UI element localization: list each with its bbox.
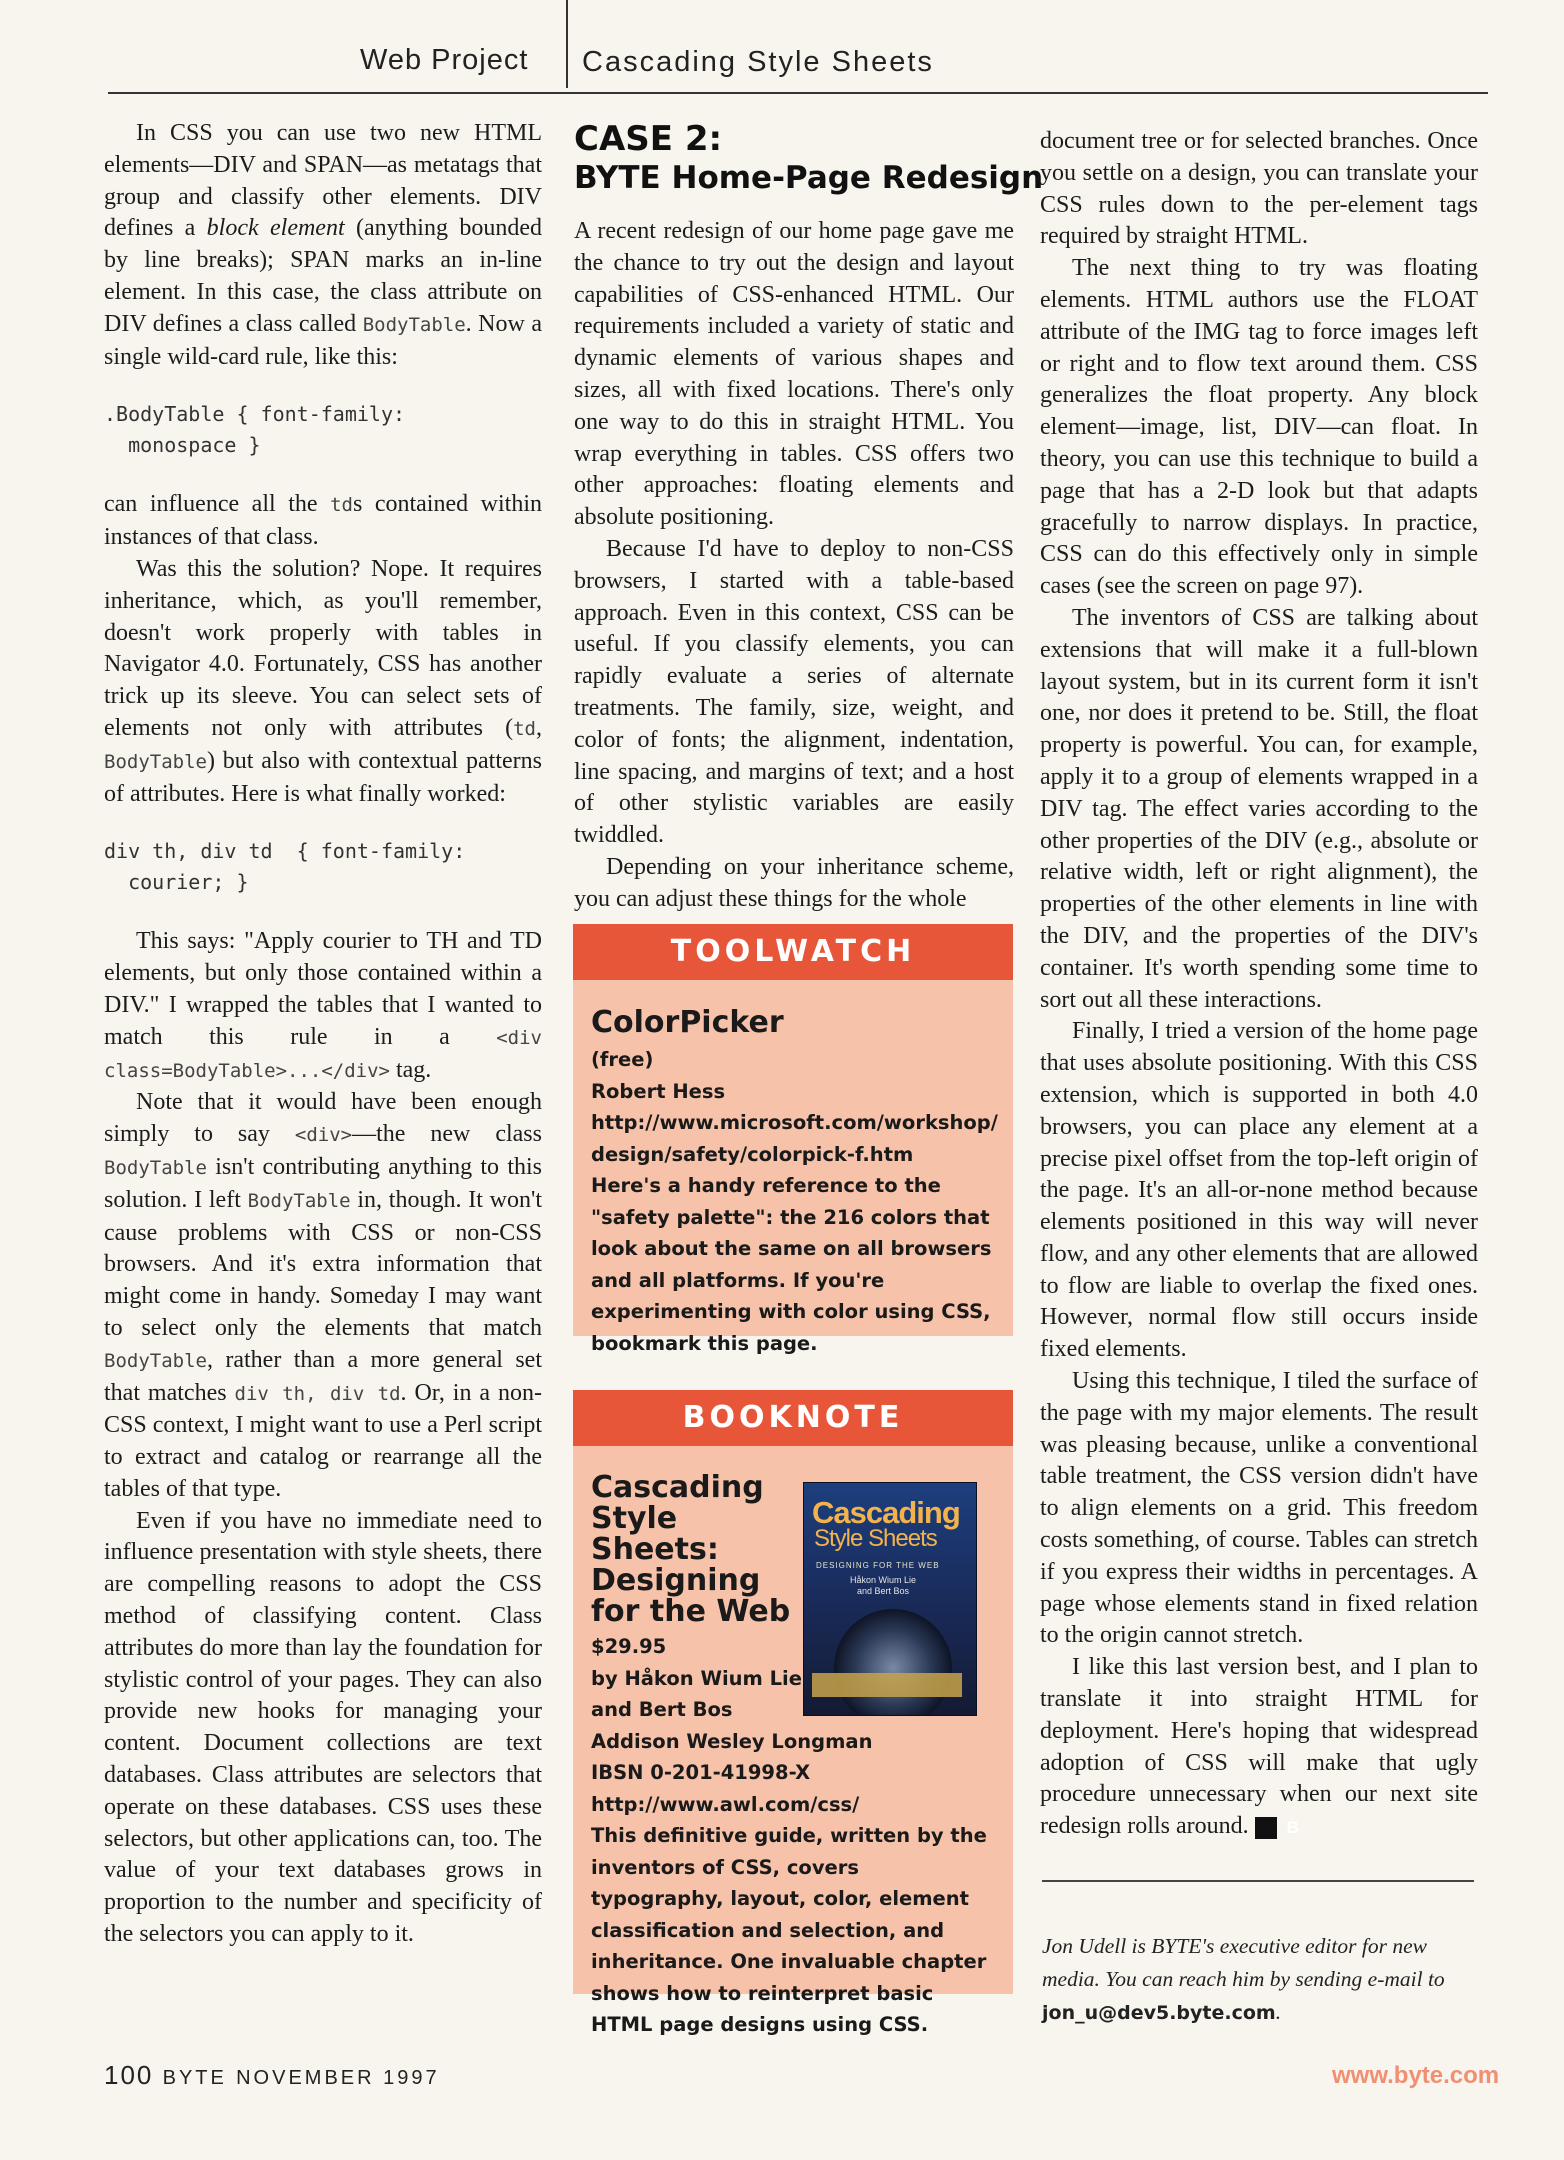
author-email: jon_u@dev5.byte.com [1042, 2002, 1276, 2024]
booknote-box [573, 1390, 1013, 2036]
case-label: CASE 2: [574, 119, 723, 159]
paragraph: A recent redesign of our home page gave me the chance to try out the design and layout capabilities of CSS-enhanced HTML. Our requirements included a variety of static and dynamic elements of various shapes and sizes, all with fixed locations. There's only one way to do this in straight HTML. You wrap everything in tables. CSS offers two other approaches: floating elements and absolute positioning. [574, 218, 1014, 531]
book-price: $29.95 [591, 1635, 667, 1658]
book-publisher: Addison Wesley Longman [591, 1729, 873, 1753]
cover-badge-graphic [812, 1673, 962, 1697]
book-description: This definitive guide, written by the inventors of CSS, covers typography, layout, color, element classification and selection, and inheritance. One invaluable chapter shows how to reinterpret basic HTML page designs using CSS. [591, 1824, 987, 2036]
paragraph: In CSS you can use two new HTML elements—DIV and SPAN—as metatags that group and classify other elements. DIV defines a block element (anything bounded by line breaks); SPAN marks an in-line element. In this case, the class attribute on DIV defines a class called BodyTable. Now a single wild-card rule, like this: [104, 120, 542, 370]
paragraph: Depending on your inheritance scheme, you can adjust these things for the whole [574, 853, 1014, 912]
cover-disc-graphic [834, 1609, 952, 1716]
paragraph: Was this the solution? Nope. It requires inheritance, which, as you'll remember, doesn't work properly with tables in Navigator 4.0. Fortunately, CSS has another trick up its sleeve. You can select sets of elements not only with attributes (td, BodyTable) but also with contextual patterns of attributes. Here is what finally worked: [104, 555, 542, 807]
paragraph: The inventors of CSS are talking about extensions that will make it a full-blown layout system, but in its current form it isn't one, nor does it pretend to be. Still, the float property is powerful. You can, for example, apply it to a group of elements wrapped in a DIV tag. The effect varies according to the other properties of the DIV (e.g., absolute or relative width, left or right alignment), the properties of the other elements in line with the DIV, and the properties of the DIV's container. It's worth spending some time to sort out all these interactions. [1040, 604, 1478, 1013]
paragraph: Because I'd have to deploy to non-CSS browsers, I started with a table-based approach. Even in this context, CSS can be useful. If you classify elements, you can rapidly evaluate a series of alternate treatments. The family, size, weight, and color of fonts; the alignment, indentation, line spacing, and margins of text; and a host of other stylistic variables are easily twiddled. [574, 535, 1014, 849]
paragraph: can influence all the tds contained within instances of that class. [104, 491, 542, 551]
toolwatch-box [573, 924, 1013, 1355]
middle-column [574, 118, 1044, 916]
tool-description: Here's a handy reference to the "safety palette": the 216 colors that look about the same on all browsers and all platforms. If you're experimenting with color using CSS, bookmark this page. [591, 1174, 992, 1355]
book-url: http://www.awl.com/css/ [591, 1792, 860, 1816]
cover-authors: Håkon Wium Lie and Bert Bos [850, 1575, 917, 1596]
case-title: BYTE Home-Page Redesign [574, 160, 1044, 196]
paragraph: Note that it would have been enough simply to say <div>—the new class BodyTable isn't contributing anything to this solution. I left BodyTable in, though. It won't cause problems with CSS or non-CSS browsers. And it's extra information that might come in handy. Someday I may want to select only the elements that match BodyTable, rather than a more general set that matches div th, div td. Or, in a non-CSS context, I might want to use a Perl script to extract and catalog or rearrange all the tables of that type. [104, 1089, 542, 1502]
paragraph: Finally, I tried a version of the home page that uses absolute positioning. With this CSS extension, which is supported in both 4.0 browsers, you can place any element at a precise pixel offset from the top-left origin of the page. It's an all-or-none method because elements positioned in this way will never flow, and any other elements that are allowed to flow are liable to overlap the fixed ones. However, normal flow still occurs inside fixed elements. [1040, 1018, 1478, 1363]
left-column [104, 118, 542, 1951]
paragraph: document tree or for selected branches. Once you settle on a design, you can translate your CSS rules down to the per-element tags required by straight HTML. [1040, 128, 1478, 250]
magazine-name: BYTE [162, 2067, 227, 2089]
signature-rule [1042, 1880, 1474, 1882]
page-number: 100 [104, 2060, 154, 2090]
tool-author: Robert Hess [591, 1079, 726, 1103]
running-header-topic: Cascading Style Sheets [582, 46, 934, 78]
paragraph: I like this last version best, and I plan to translate it into straight HTML for deployment. Here's hoping that widespread adoption of CSS will make that ugly procedure unnecessary when our next site redesign rolls around. B [1040, 1654, 1478, 1840]
header-divider [566, 0, 568, 88]
running-header-section: Web Project [360, 44, 529, 76]
tool-title: ColorPicker [591, 1005, 784, 1040]
tool-price: (free) [591, 1048, 654, 1071]
tool-url-line2: design/safety/colorpick-f.htm [591, 1142, 914, 1166]
book-author-line2: and Bert Bos [591, 1698, 733, 1721]
tool-url-line1: http://www.microsoft.com/workshop/ [591, 1111, 998, 1134]
cover-title-line2: Style Sheets [814, 1525, 937, 1552]
booknote-heading: BOOKNOTE [573, 1390, 1013, 1446]
issue-date: NOVEMBER 1997 [236, 2067, 440, 2089]
paragraph: Using this technique, I tiled the surface of the page with my major elements. The result was pleasing because, unlike a conventional table treatment, the CSS version didn't have to align elements on a grid. This freedom costs something, of course. Tables can stretch if you express their widths in percentages. A page whose elements stand in fixed relation to the origin cannot stretch. [1040, 1368, 1478, 1649]
toolwatch-heading: TOOLWATCH [573, 924, 1013, 980]
paragraph: Even if you have no immediate need to influence presentation with style sheets, there are compelling reasons to adopt the CSS method of classifying content. Class attributes do more than lay the foundation for stylistic control of your pages. They can also provide new hooks for managing your content. Document collections are text databases. Class attributes are selectors that operate on these databases. CSS uses these selectors, but other applications can, too. The value of your text databases grows in proportion to the number and specificity of the selectors you can apply to it. [104, 1507, 542, 1948]
paragraph: The next thing to try was floating elements. HTML authors use the FLOAT attribute of the IMG tag to force images left or right and to flow text around them. CSS generalizes the float property. Any block element—image, list, DIV—can float. In theory, you can use this technique to build a page that has a 2-D look but that adapts gracefully to narrow displays. In practice, CSS can do this effectively only in simple cases (see the screen on page 97). [1040, 255, 1478, 600]
book-author-line1: by Håkon Wium Lie [591, 1666, 802, 1690]
paragraph: This says: "Apply courier to TH and TD elements, but only those contained within a DIV." I wrapped the tables that I wanted to match this rule in a <div class=BodyTable>...</div> tag. [104, 928, 542, 1083]
website-url: www.byte.com [1332, 2062, 1500, 2089]
code-block: div th, div td { font-family: courier; } [104, 839, 466, 895]
author-bio: Jon Udell is BYTE's executive editor for new media. You can reach him by sending e-mail to jon_u@dev5.byte.com. [1042, 1934, 1445, 2024]
header-rule [108, 92, 1488, 94]
book-title: Cascading Style Sheets: Designing for the Web [591, 1470, 791, 1629]
cover-title-line1: Cascading [812, 1495, 960, 1530]
book-isbn: IBSN 0-201-41998-X [591, 1761, 811, 1784]
code-block: .BodyTable { font-family: monospace } [104, 402, 406, 458]
right-column [1040, 126, 1478, 1843]
end-of-article-icon: B [1255, 1817, 1277, 1839]
cover-subtitle: DESIGNING FOR THE WEB [816, 1561, 940, 1570]
page-footer [104, 2060, 440, 2091]
book-cover-image [803, 1482, 977, 1716]
